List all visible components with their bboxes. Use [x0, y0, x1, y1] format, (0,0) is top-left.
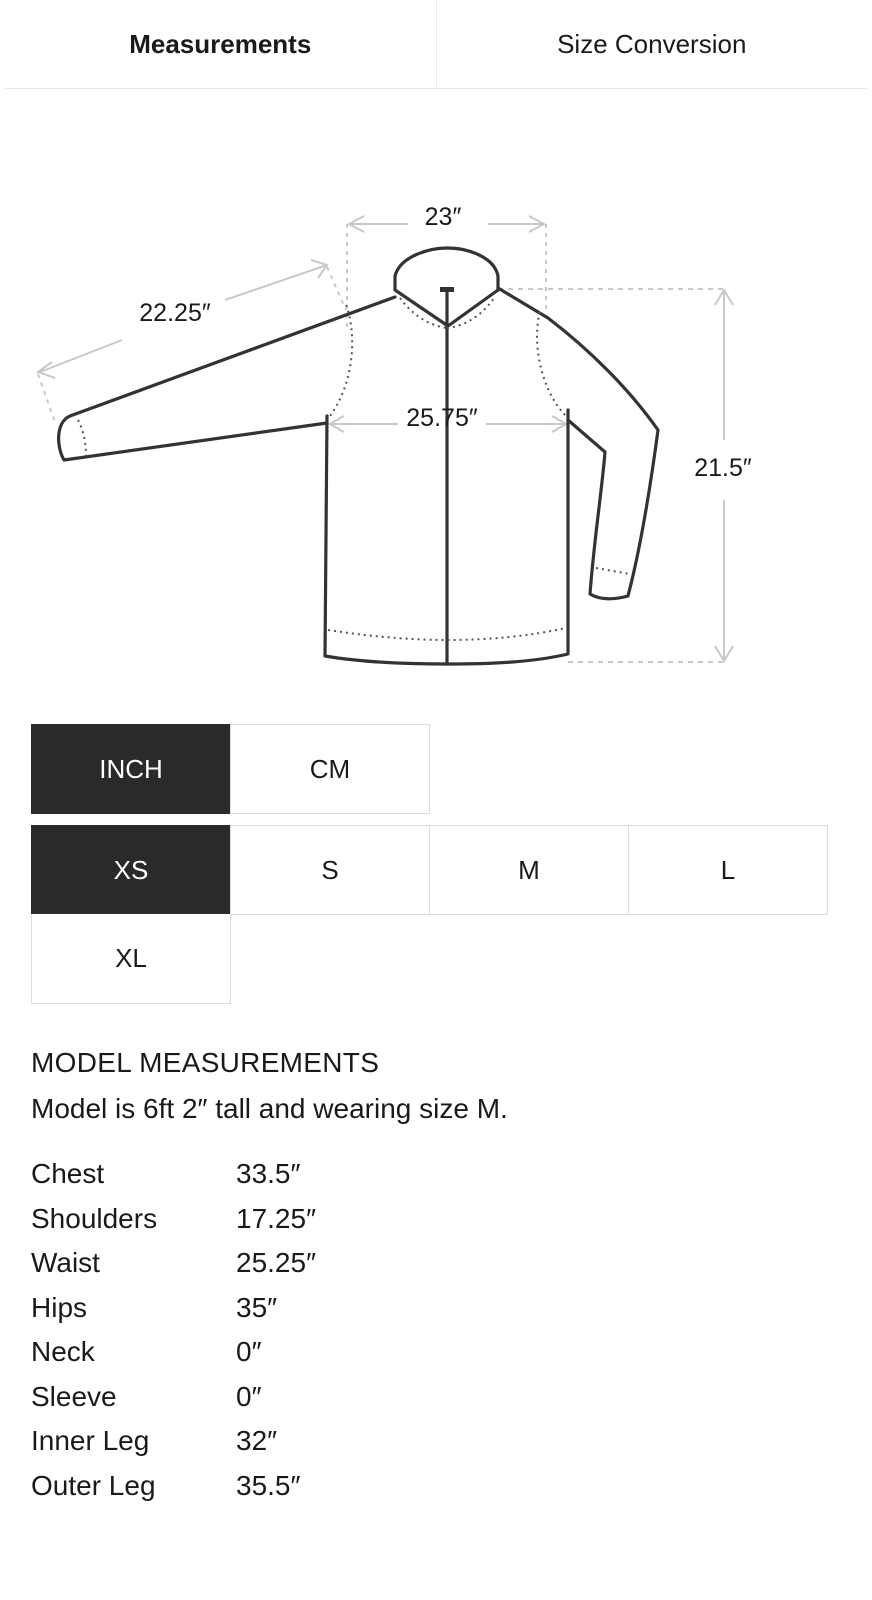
tab-bar	[5, 0, 867, 89]
unit-selector	[31, 724, 430, 814]
measurement-label: Hips	[31, 1291, 88, 1323]
unit-cm-button[interactable]: CM	[230, 724, 430, 814]
measurement-row-neck	[31, 1330, 851, 1375]
measurement-value: 0″	[236, 1336, 262, 1368]
tab-size-conversion[interactable]: Size Conversion	[436, 0, 868, 88]
size-xs-button[interactable]: XS	[31, 825, 231, 915]
garment-diagram	[0, 140, 872, 710]
measurement-value: 33.5″	[236, 1158, 301, 1190]
sleeve-dimension-label: 22.25″	[139, 299, 211, 327]
measurement-value: 25.25″	[236, 1247, 316, 1279]
unit-inch-button[interactable]: INCH	[31, 724, 231, 814]
measurement-row-hips	[31, 1286, 851, 1331]
measurement-row-shoulders	[31, 1197, 851, 1242]
measurement-row-waist	[31, 1241, 851, 1286]
measurement-row-outer-leg	[31, 1464, 851, 1509]
size-m-button[interactable]: M	[429, 825, 629, 915]
measurement-row-inner-leg	[31, 1419, 851, 1464]
measurement-label: Waist	[31, 1247, 100, 1279]
tab-measurements[interactable]: Measurements	[129, 28, 312, 59]
size-l-button[interactable]: L	[628, 825, 828, 915]
model-measurements-title: MODEL MEASUREMENTS	[31, 1047, 380, 1078]
jacket-illustration	[0, 140, 872, 710]
measurement-row-chest	[31, 1152, 851, 1197]
width-dimension-label: 23″	[424, 203, 462, 231]
measurement-value: 0″	[236, 1380, 262, 1412]
size-selector	[31, 825, 828, 915]
length-dimension-label: 21.5″	[694, 454, 752, 482]
chest-dimension-label: 25.75″	[406, 404, 478, 432]
measurement-label: Outer Leg	[31, 1469, 156, 1501]
measurement-value: 35.5″	[236, 1469, 301, 1501]
measurement-value: 17.25″	[236, 1202, 316, 1234]
measurement-value: 35″	[236, 1291, 278, 1323]
measurement-label: Neck	[31, 1336, 95, 1368]
model-measurements	[31, 1046, 851, 1508]
size-selector-row-2	[31, 914, 231, 1004]
measurement-label: Sleeve	[31, 1380, 117, 1412]
measurement-value: 32″	[236, 1425, 278, 1457]
model-description: Model is 6ft 2″ tall and wearing size M.	[31, 1093, 508, 1124]
measurement-row-sleeve	[31, 1375, 851, 1420]
measurement-label: Chest	[31, 1158, 105, 1190]
measurement-label: Inner Leg	[31, 1425, 150, 1457]
measurement-label: Shoulders	[31, 1202, 158, 1234]
size-s-button[interactable]: S	[230, 825, 430, 915]
measurements-table	[31, 1152, 851, 1508]
size-xl-button[interactable]: XL	[31, 914, 231, 1004]
